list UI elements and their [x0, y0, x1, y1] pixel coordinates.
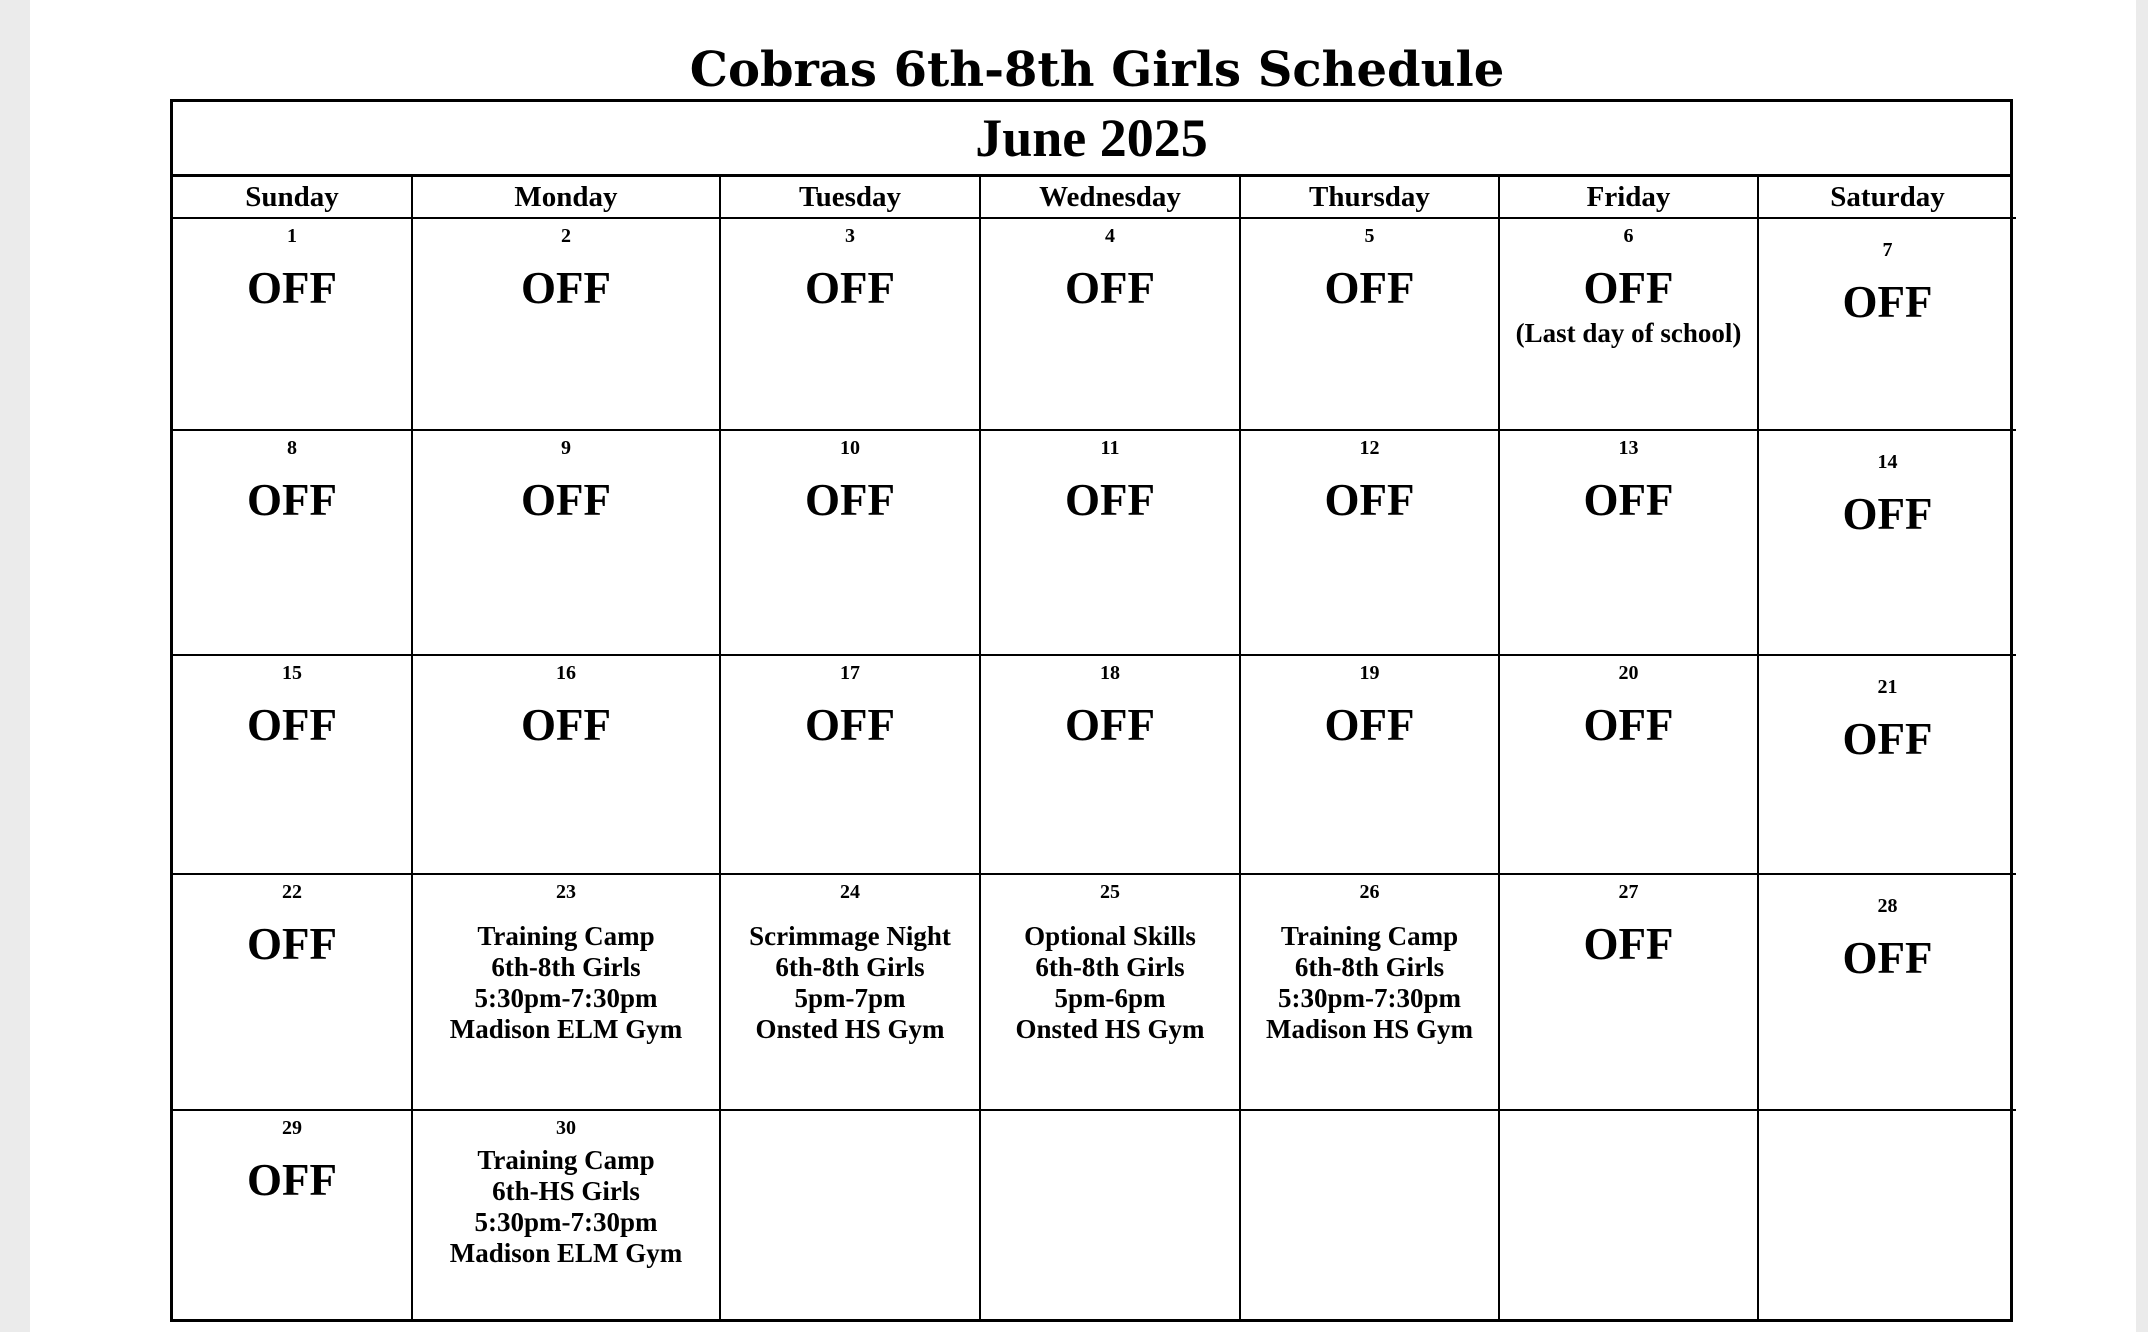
day-number: 1 — [287, 225, 297, 247]
off-label: OFF — [1583, 919, 1674, 969]
off-label: OFF — [1324, 475, 1415, 525]
day-cell-23 — [412, 874, 720, 1110]
event-line: 6th-8th Girls — [491, 952, 641, 982]
weekday-header-row — [173, 177, 2016, 218]
event-line: Training Camp — [477, 921, 655, 951]
off-label: OFF — [1583, 700, 1674, 750]
off-label: OFF — [1842, 933, 1933, 983]
week-row — [173, 874, 2016, 1110]
day-number: 3 — [845, 225, 855, 247]
calendar-weeks — [173, 218, 2016, 1319]
event-details — [413, 921, 719, 1045]
day-cell-1 — [173, 218, 412, 430]
event-line: Training Camp — [1280, 921, 1459, 951]
off-label: OFF — [1324, 700, 1415, 750]
day-cell-14 — [1758, 430, 2016, 655]
off-label: OFF — [805, 700, 895, 750]
event-line: 6th-8th Girls — [1035, 952, 1185, 982]
event-line: 6th-8th Girls — [1294, 952, 1445, 982]
day-number: 19 — [1359, 662, 1380, 684]
day-number: 15 — [282, 662, 302, 684]
day-cell-20 — [1499, 655, 1758, 874]
day-cell-21 — [1758, 655, 2016, 874]
week-row — [173, 655, 2016, 874]
day-cell-16 — [412, 655, 720, 874]
day-number: 12 — [1359, 437, 1380, 459]
day-number: 22 — [282, 881, 302, 903]
event-line: Madison ELM Gym — [449, 1238, 683, 1268]
weekday-tuesday: Tuesday — [720, 177, 980, 218]
event-line: 6th-HS Girls — [492, 1176, 640, 1206]
day-number: 20 — [1618, 662, 1639, 684]
day-number: 7 — [1882, 239, 1893, 261]
empty-day-cell — [1240, 1110, 1499, 1319]
day-number: 14 — [1877, 451, 1898, 473]
off-label: OFF — [1065, 700, 1155, 750]
off-label: OFF — [1842, 277, 1933, 327]
off-label: OFF — [521, 263, 611, 313]
month-heading: June 2025 — [173, 102, 2010, 177]
event-line: Scrimmage Night — [749, 921, 951, 951]
weekday-thursday: Thursday — [1240, 177, 1499, 218]
day-cell-13 — [1499, 430, 1758, 655]
day-cell-24 — [720, 874, 980, 1110]
event-details — [981, 921, 1239, 1045]
document-page — [30, 0, 2136, 1332]
day-number: 10 — [840, 437, 860, 459]
day-number: 24 — [840, 881, 860, 903]
off-label: OFF — [1065, 263, 1155, 313]
day-number: 26 — [1359, 881, 1380, 903]
off-label: OFF — [521, 475, 611, 525]
weekday-saturday: Saturday — [1758, 177, 2016, 218]
day-cell-25 — [980, 874, 1240, 1110]
off-label: OFF — [247, 1155, 337, 1205]
off-label: OFF — [1065, 475, 1155, 525]
day-number: 13 — [1618, 437, 1639, 459]
day-number: 23 — [556, 881, 576, 903]
empty-day-cell — [720, 1110, 980, 1319]
weekday-sunday: Sunday — [173, 177, 412, 218]
week-row — [173, 1110, 2016, 1319]
day-note: (Last day of school) — [1515, 318, 1742, 348]
calendar-grid — [173, 177, 2016, 1319]
day-cell-19 — [1240, 655, 1499, 874]
day-cell-30 — [412, 1110, 720, 1319]
off-label: OFF — [247, 263, 337, 313]
day-cell-11 — [980, 430, 1240, 655]
event-line: Madison ELM Gym — [449, 1014, 683, 1044]
day-cell-2 — [412, 218, 720, 430]
event-details — [1241, 921, 1498, 1045]
event-line: 5pm-7pm — [794, 983, 906, 1013]
day-cell-7 — [1758, 218, 2016, 430]
day-number: 17 — [840, 662, 860, 684]
calendar — [170, 99, 2013, 1322]
empty-day-cell — [1499, 1110, 1758, 1319]
off-label: OFF — [1324, 263, 1415, 313]
weekday-monday: Monday — [412, 177, 720, 218]
day-cell-17 — [720, 655, 980, 874]
day-cell-4 — [980, 218, 1240, 430]
day-cell-10 — [720, 430, 980, 655]
event-line: 6th-8th Girls — [775, 952, 925, 982]
day-number: 30 — [556, 1117, 576, 1139]
day-cell-8 — [173, 430, 412, 655]
day-cell-9 — [412, 430, 720, 655]
day-number: 6 — [1623, 225, 1634, 247]
event-details — [721, 921, 979, 1045]
event-line: Madison HS Gym — [1265, 1014, 1474, 1044]
event-line: Training Camp — [477, 1145, 655, 1175]
empty-day-cell — [1758, 1110, 2016, 1319]
off-label: OFF — [1583, 475, 1674, 525]
day-number: 16 — [556, 662, 576, 684]
day-number: 2 — [561, 225, 571, 247]
day-cell-3 — [720, 218, 980, 430]
event-line: Onsted HS Gym — [1015, 1014, 1205, 1044]
weekday-wednesday: Wednesday — [980, 177, 1240, 218]
day-number: 18 — [1100, 662, 1120, 684]
schedule-title: Cobras 6th-8th Girls Schedule — [689, 42, 1505, 98]
week-row — [173, 430, 2016, 655]
off-label: OFF — [1583, 263, 1674, 313]
off-label: OFF — [247, 700, 337, 750]
day-cell-5 — [1240, 218, 1499, 430]
event-line: 5:30pm-7:30pm — [474, 1207, 658, 1237]
day-number: 25 — [1100, 881, 1120, 903]
day-number: 11 — [1100, 437, 1120, 459]
off-label: OFF — [1842, 489, 1933, 539]
weekday-friday: Friday — [1499, 177, 1758, 218]
off-label: OFF — [247, 475, 337, 525]
event-line: 5pm-6pm — [1054, 983, 1166, 1013]
off-label: OFF — [247, 919, 337, 969]
event-line: Onsted HS Gym — [755, 1014, 945, 1044]
event-line: 5:30pm-7:30pm — [474, 983, 658, 1013]
day-cell-28 — [1758, 874, 2016, 1110]
day-number: 21 — [1877, 676, 1898, 698]
day-cell-6 — [1499, 218, 1758, 430]
day-number: 4 — [1105, 225, 1115, 247]
off-label: OFF — [521, 700, 611, 750]
day-cell-15 — [173, 655, 412, 874]
day-cell-27 — [1499, 874, 1758, 1110]
week-row — [173, 218, 2016, 430]
off-label: OFF — [805, 475, 895, 525]
day-number: 8 — [287, 437, 297, 459]
empty-day-cell — [980, 1110, 1240, 1319]
day-cell-18 — [980, 655, 1240, 874]
event-details — [413, 1145, 719, 1269]
event-line: Optional Skills — [1024, 921, 1196, 951]
day-number: 27 — [1618, 881, 1639, 903]
day-cell-22 — [173, 874, 412, 1110]
event-line: 5:30pm-7:30pm — [1278, 983, 1461, 1013]
off-label: OFF — [805, 263, 895, 313]
day-number: 9 — [561, 437, 571, 459]
day-number: 29 — [282, 1117, 302, 1139]
off-label: OFF — [1842, 714, 1933, 764]
day-cell-29 — [173, 1110, 412, 1319]
day-number: 5 — [1364, 225, 1375, 247]
day-cell-12 — [1240, 430, 1499, 655]
day-number: 28 — [1877, 895, 1898, 917]
day-cell-26 — [1240, 874, 1499, 1110]
